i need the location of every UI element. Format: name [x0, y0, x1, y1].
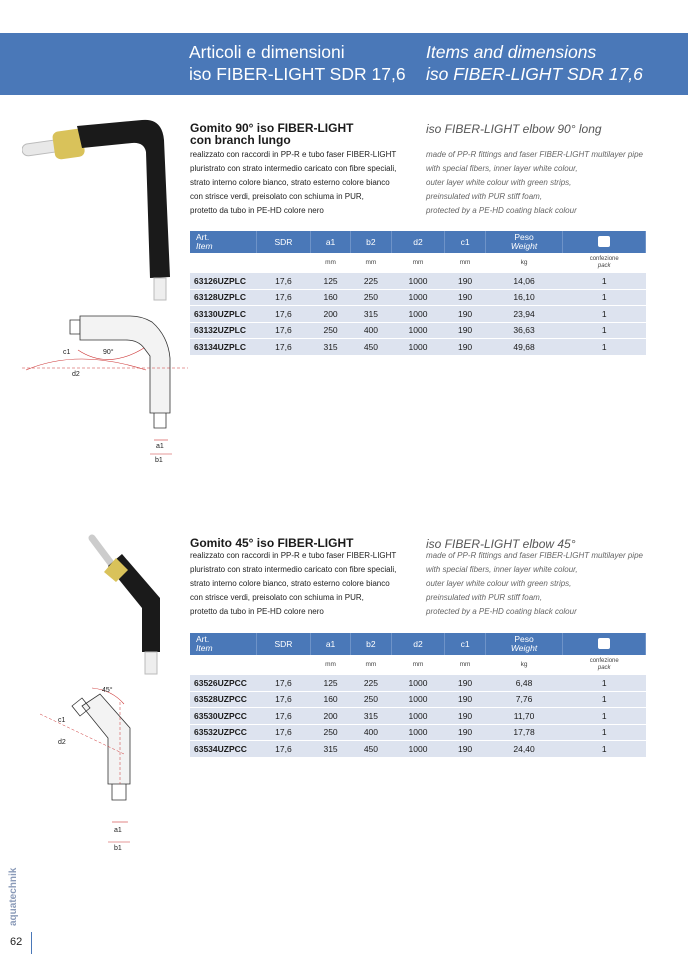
desc-line: preinsulated with PUR stiff foam, — [426, 593, 543, 602]
col-art — [190, 231, 257, 253]
desc-line: with special fibers, inner layer white colour, — [426, 565, 578, 574]
section1-table — [190, 231, 646, 355]
table-row — [190, 289, 646, 306]
cell-code: 63534UZPCC — [190, 741, 257, 757]
dim-d2-label: d2 — [58, 739, 66, 746]
cell-a1: 250 — [310, 724, 350, 741]
units-row — [190, 655, 646, 675]
desc-line: con strisce verdi, preisolato con schiuma in PUR, — [190, 593, 364, 602]
cell-pack: 1 — [563, 339, 646, 355]
unit-cell: kg — [485, 253, 563, 273]
dim-c1-label: c1 — [63, 349, 71, 356]
col-peso-label: Peso — [514, 634, 534, 644]
desc-line: protetto da tubo in PE-HD colore nero — [190, 206, 324, 215]
desc-line: made of PP-R fittings and faser FIBER-LIGHT multilayer pipe — [426, 551, 643, 560]
table-row — [190, 322, 646, 339]
desc-line: outer layer white colour with green strips, — [426, 178, 572, 187]
col-peso-label: Peso — [514, 232, 534, 242]
cell-d2: 1000 — [391, 289, 445, 306]
cell-sdr: 17,6 — [257, 724, 311, 741]
pack-label: pack — [597, 262, 611, 269]
col-b2: b2 — [351, 633, 391, 655]
cell-weight: 23,94 — [485, 306, 563, 323]
dim-a1-label: a1 — [114, 827, 122, 834]
desc-line: realizzato con raccordi in PP-R e tubo faser FIBER-LIGHT — [190, 551, 397, 560]
unit-cell: mm — [351, 655, 391, 675]
table-row — [190, 724, 646, 741]
cell-code: 63128UZPLC — [190, 289, 257, 306]
col-art — [190, 633, 257, 655]
cell-a1: 125 — [310, 675, 350, 692]
cell-code: 63532UZPCC — [190, 724, 257, 741]
section1-rows — [190, 273, 646, 355]
cell-b2: 315 — [351, 306, 391, 323]
cell-code: 63526UZPCC — [190, 675, 257, 692]
header-band — [0, 33, 688, 95]
cell-d2: 1000 — [391, 675, 445, 692]
header-en-line1: Items and dimensions — [426, 42, 597, 62]
table-row — [190, 741, 646, 757]
cell-code: 63126UZPLC — [190, 273, 257, 290]
table-row — [190, 708, 646, 725]
col-item-label: Item — [196, 643, 213, 653]
unit-cell: mm — [391, 253, 445, 273]
unit-cell: mm — [310, 655, 350, 675]
cell-d2: 1000 — [391, 741, 445, 757]
cell-weight: 24,40 — [485, 741, 563, 757]
table-row — [190, 691, 646, 708]
elbow-90-drawing — [18, 308, 188, 468]
section2-desc-en — [426, 549, 643, 619]
col-d2: d2 — [391, 231, 445, 253]
unit-cell — [563, 253, 646, 273]
section2-desc-it — [190, 549, 396, 619]
cell-code: 63132UZPLC — [190, 322, 257, 339]
cell-c1: 190 — [445, 708, 485, 725]
elbow-45-drawing — [34, 684, 164, 854]
cell-weight: 6,48 — [485, 675, 563, 692]
unit-cell: mm — [445, 655, 485, 675]
dim-c1-label: c1 — [58, 717, 66, 724]
header-it-line2: iso FIBER-LIGHT SDR 17,6 — [189, 64, 406, 84]
elbow-45-photo — [82, 530, 172, 680]
cell-b2: 450 — [351, 741, 391, 757]
desc-line: with special fibers, inner layer white colour, — [426, 164, 578, 173]
cell-weight: 7,76 — [485, 691, 563, 708]
cell-pack: 1 — [563, 675, 646, 692]
cell-c1: 190 — [445, 273, 485, 290]
cell-weight: 11,70 — [485, 708, 563, 725]
col-pack — [563, 633, 646, 655]
cell-b2: 400 — [351, 322, 391, 339]
cell-sdr: 17,6 — [257, 691, 311, 708]
cell-c1: 190 — [445, 675, 485, 692]
col-d2: d2 — [391, 633, 445, 655]
col-weight-label: Weight — [510, 643, 538, 653]
cell-a1: 125 — [310, 273, 350, 290]
cell-code: 63134UZPLC — [190, 339, 257, 355]
table-row — [190, 306, 646, 323]
cell-sdr: 17,6 — [257, 322, 311, 339]
cell-b2: 315 — [351, 708, 391, 725]
cell-code: 63130UZPLC — [190, 306, 257, 323]
col-weight-label: Weight — [510, 241, 538, 251]
cell-weight: 14,06 — [485, 273, 563, 290]
dim-angle-label: 90° — [103, 349, 114, 356]
cell-code: 63528UZPCC — [190, 691, 257, 708]
cell-c1: 190 — [445, 691, 485, 708]
desc-line: strato interno colore bianco, strato esterno colore bianco — [190, 178, 390, 187]
col-art-label: Art. — [196, 232, 210, 242]
box-icon — [598, 236, 610, 247]
cell-pack: 1 — [563, 289, 646, 306]
col-weight — [485, 231, 563, 253]
col-pack — [563, 231, 646, 253]
cell-pack: 1 — [563, 322, 646, 339]
col-sdr: SDR — [257, 633, 311, 655]
desc-line: protetto da tubo in PE-HD colore nero — [190, 607, 324, 616]
cell-a1: 315 — [310, 741, 350, 757]
section2-rows — [190, 675, 646, 757]
cell-pack: 1 — [563, 724, 646, 741]
dim-a1-label: a1 — [156, 443, 164, 450]
desc-line: pluristrato con strato intermedio caricato con fibre speciali, — [190, 164, 397, 173]
cell-weight: 17,78 — [485, 724, 563, 741]
cell-d2: 1000 — [391, 339, 445, 355]
header-en-line2: iso FIBER-LIGHT SDR 17,6 — [426, 64, 643, 84]
cell-pack: 1 — [563, 691, 646, 708]
cell-a1: 315 — [310, 339, 350, 355]
cell-c1: 190 — [445, 322, 485, 339]
cell-b2: 250 — [351, 289, 391, 306]
col-a1: a1 — [310, 633, 350, 655]
brand-logo-text: aquatechnik — [8, 867, 19, 926]
cell-code: 63530UZPCC — [190, 708, 257, 725]
section1-title-line1: Gomito 90° iso FIBER-LIGHT — [190, 121, 354, 135]
cell-weight: 36,63 — [485, 322, 563, 339]
table-row — [190, 273, 646, 290]
desc-line: strato interno colore bianco, strato esterno colore bianco — [190, 579, 390, 588]
box-icon — [598, 638, 610, 649]
unit-cell — [563, 655, 646, 675]
cell-sdr: 17,6 — [257, 306, 311, 323]
desc-line: realizzato con raccordi in PP-R e tubo faser FIBER-LIGHT — [190, 150, 397, 159]
dim-d2-label: d2 — [72, 371, 80, 378]
cell-d2: 1000 — [391, 691, 445, 708]
cell-sdr: 17,6 — [257, 741, 311, 757]
section1-title-line2: con branch lungo — [190, 133, 291, 147]
cell-a1: 200 — [310, 708, 350, 725]
unit-cell: mm — [391, 655, 445, 675]
pack-label: pack — [597, 664, 611, 671]
desc-line: protected by a PE-HD coating black colour — [426, 206, 577, 215]
dim-b1-label: b1 — [114, 845, 122, 852]
table-header-row — [190, 231, 646, 253]
table-row — [190, 339, 646, 355]
cell-sdr: 17,6 — [257, 289, 311, 306]
desc-line: made of PP-R fittings and faser FIBER-LIGHT multilayer pipe — [426, 150, 643, 159]
cell-a1: 200 — [310, 306, 350, 323]
cell-pack: 1 — [563, 741, 646, 757]
cell-a1: 160 — [310, 289, 350, 306]
cell-c1: 190 — [445, 724, 485, 741]
table-row — [190, 675, 646, 692]
cell-sdr: 17,6 — [257, 339, 311, 355]
header-title-en — [426, 41, 643, 85]
cell-d2: 1000 — [391, 724, 445, 741]
cell-pack: 1 — [563, 273, 646, 290]
cell-c1: 190 — [445, 289, 485, 306]
desc-line: outer layer white colour with green strips, — [426, 579, 572, 588]
cell-sdr: 17,6 — [257, 708, 311, 725]
header-it-line1: Articoli e dimensioni — [189, 42, 345, 62]
unit-cell: kg — [485, 655, 563, 675]
section2-title-en: iso FIBER-LIGHT elbow 45° — [426, 537, 576, 551]
desc-line: protected by a PE-HD coating black colour — [426, 607, 577, 616]
cell-weight: 16,10 — [485, 289, 563, 306]
cell-sdr: 17,6 — [257, 675, 311, 692]
confezione-label: confezione — [589, 657, 619, 664]
col-item-label: Item — [196, 241, 213, 251]
cell-d2: 1000 — [391, 306, 445, 323]
cell-sdr: 17,6 — [257, 273, 311, 290]
unit-cell: mm — [351, 253, 391, 273]
section1-desc-en — [426, 148, 643, 218]
cell-weight: 49,68 — [485, 339, 563, 355]
col-a1: a1 — [310, 231, 350, 253]
header-title-it — [189, 41, 406, 85]
desc-line: pluristrato con strato intermedio caricato con fibre speciali, — [190, 565, 397, 574]
page-divider — [31, 932, 32, 954]
cell-d2: 1000 — [391, 708, 445, 725]
cell-c1: 190 — [445, 741, 485, 757]
confezione-label: confezione — [589, 255, 619, 262]
section1-title — [190, 122, 353, 146]
cell-b2: 400 — [351, 724, 391, 741]
cell-b2: 225 — [351, 273, 391, 290]
page-number: 62 — [10, 936, 23, 948]
desc-line: preinsulated with PUR stiff foam, — [426, 192, 543, 201]
cell-d2: 1000 — [391, 273, 445, 290]
unit-cell: mm — [310, 253, 350, 273]
section2-table — [190, 633, 646, 757]
cell-b2: 225 — [351, 675, 391, 692]
dim-angle-label: 45° — [102, 687, 113, 694]
col-sdr: SDR — [257, 231, 311, 253]
col-c1: c1 — [445, 231, 485, 253]
cell-a1: 250 — [310, 322, 350, 339]
unit-cell: mm — [445, 253, 485, 273]
cell-pack: 1 — [563, 708, 646, 725]
table-header-row — [190, 633, 646, 655]
col-art-label: Art. — [196, 634, 210, 644]
elbow-90-photo — [22, 112, 182, 302]
cell-pack: 1 — [563, 306, 646, 323]
col-weight — [485, 633, 563, 655]
section1-title-en: iso FIBER-LIGHT elbow 90° long — [426, 122, 602, 136]
cell-b2: 450 — [351, 339, 391, 355]
units-row — [190, 253, 646, 273]
cell-d2: 1000 — [391, 322, 445, 339]
section1-desc-it — [190, 148, 396, 218]
cell-b2: 250 — [351, 691, 391, 708]
cell-c1: 190 — [445, 339, 485, 355]
dim-b1-label: b1 — [155, 457, 163, 464]
desc-line: con strisce verdi, preisolato con schiuma in PUR, — [190, 192, 364, 201]
col-c1: c1 — [445, 633, 485, 655]
section2-title: Gomito 45° iso FIBER-LIGHT — [190, 536, 354, 550]
cell-c1: 190 — [445, 306, 485, 323]
cell-a1: 160 — [310, 691, 350, 708]
col-b2: b2 — [351, 231, 391, 253]
